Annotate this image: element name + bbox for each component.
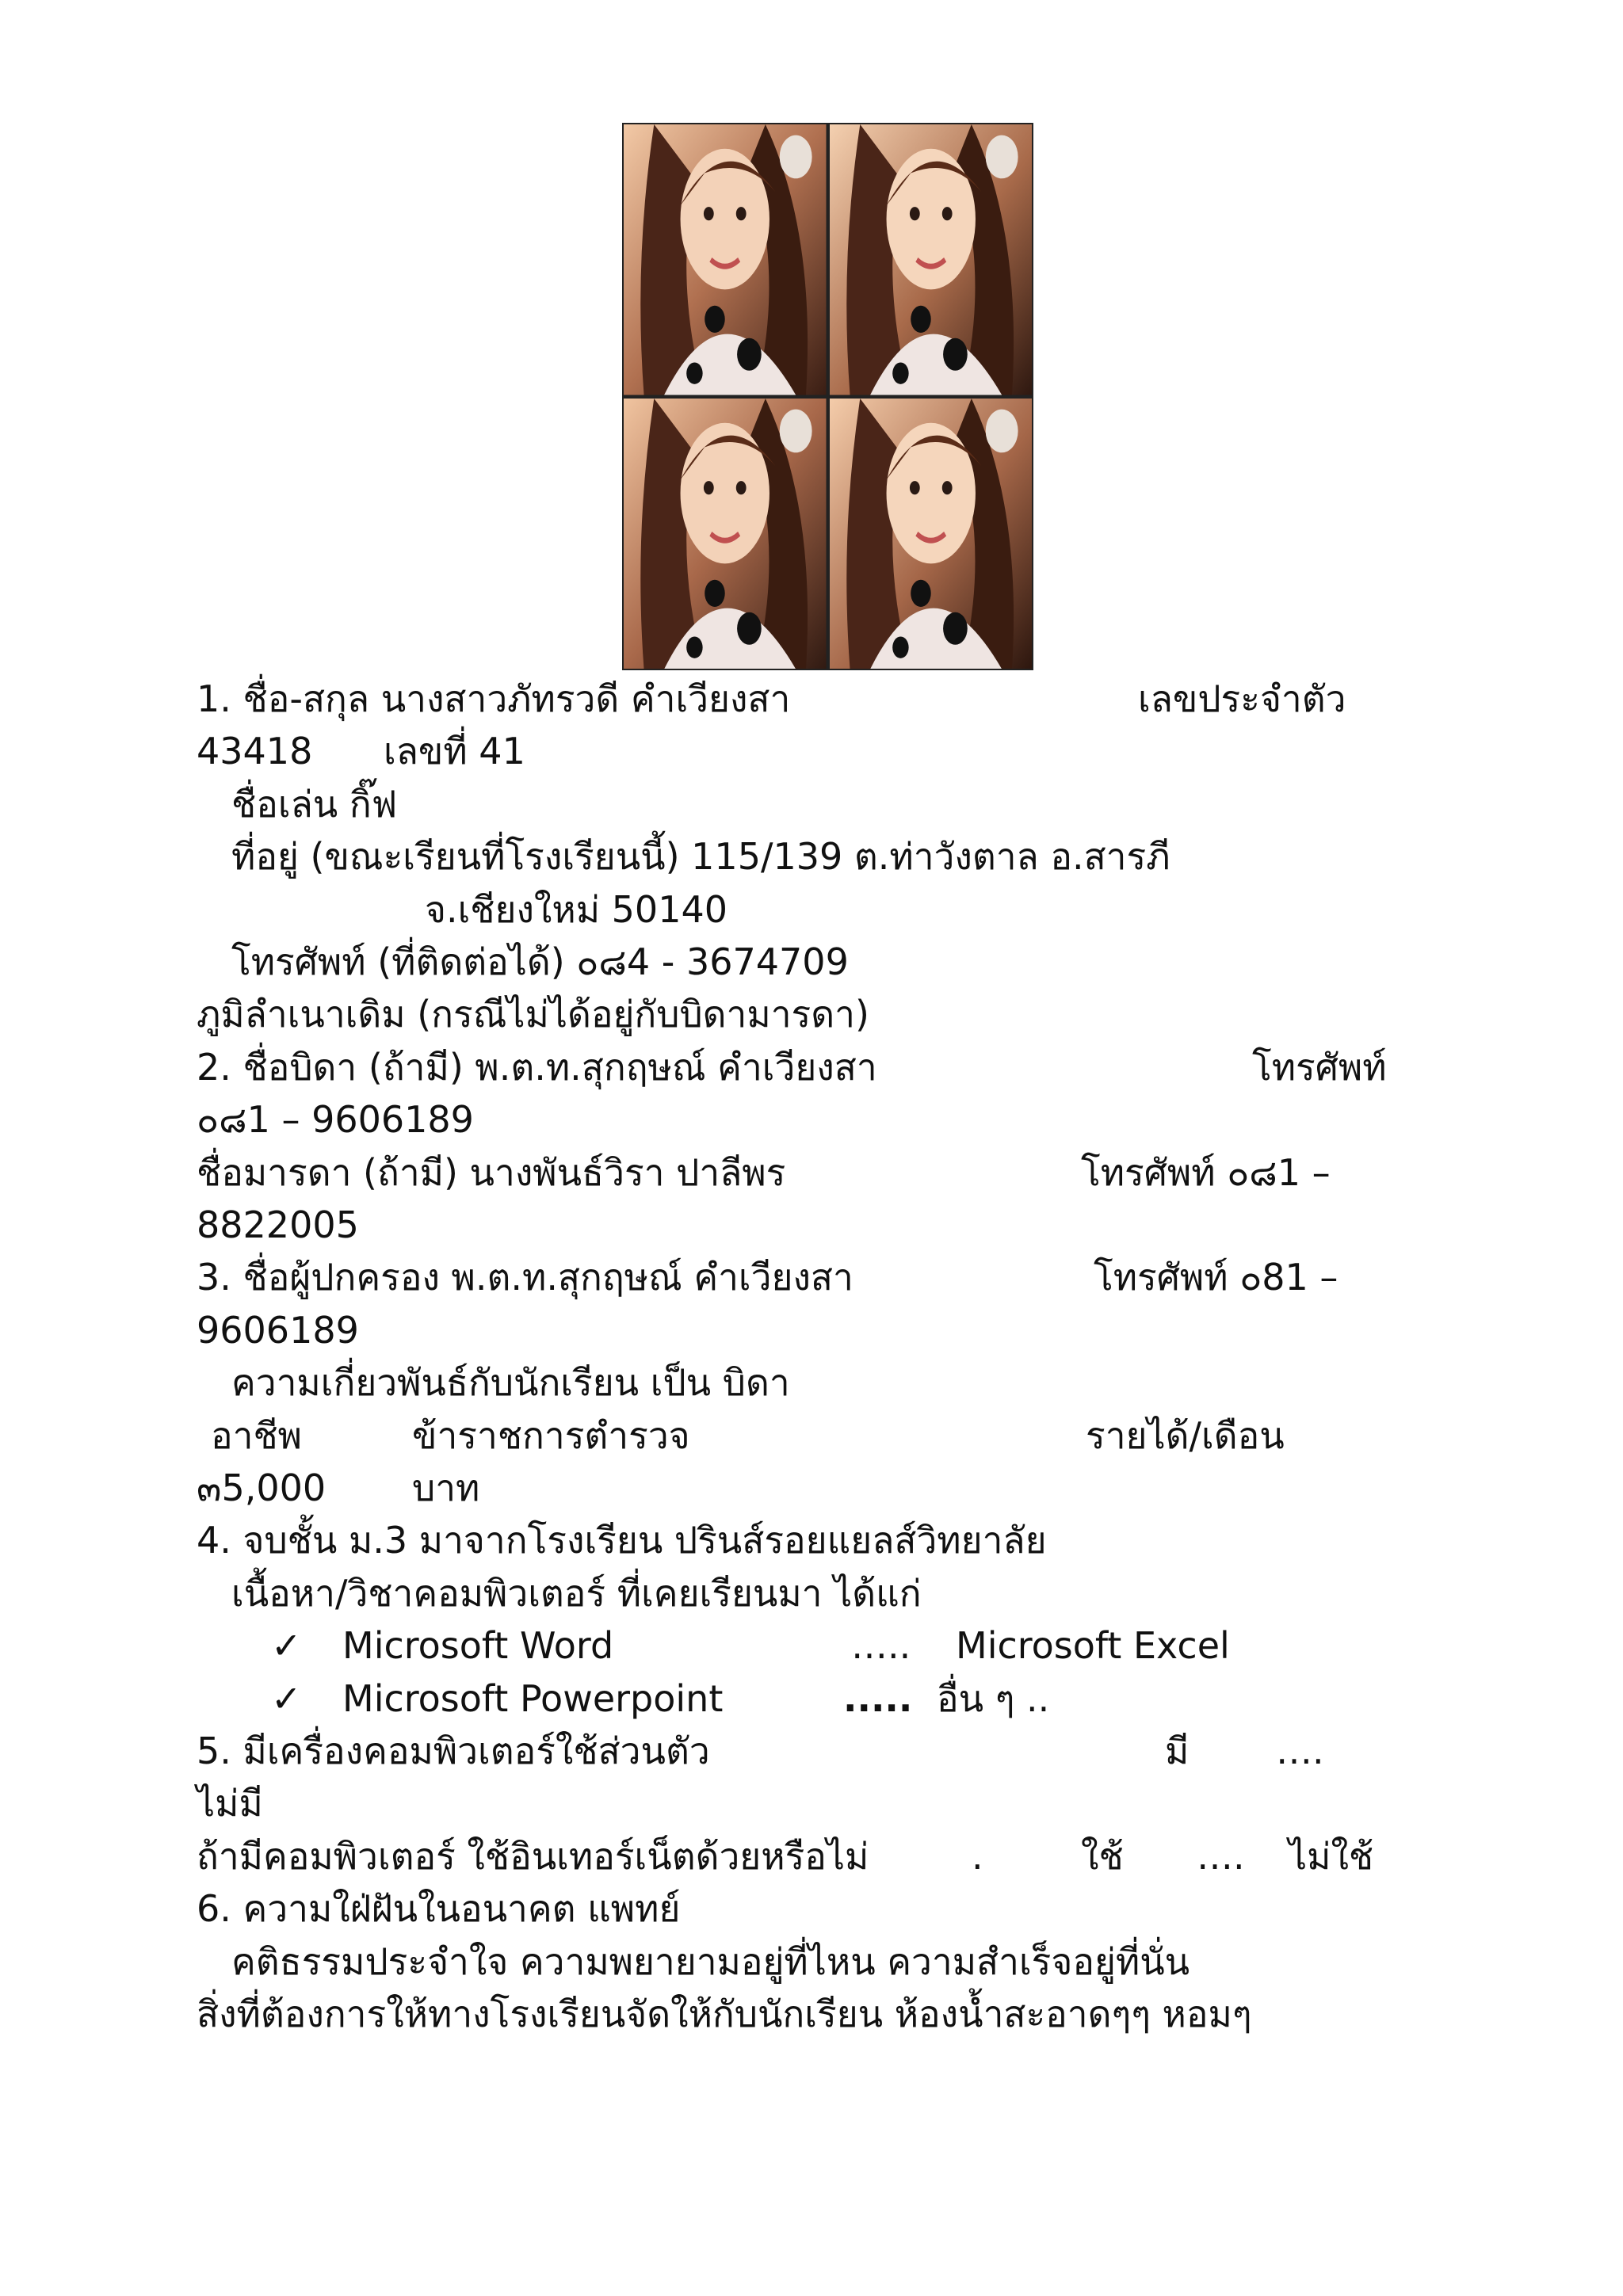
guardian-name-line: 3. ชื่อผู้ปกครอง พ.ต.ท.สุกฤษณ์ คำเวียงสา — [197, 1256, 854, 1299]
own-computer-no: ไม่มี — [197, 1782, 263, 1825]
subject-excel-mark: ….. — [851, 1624, 911, 1667]
subject-word: Microsoft Word — [342, 1624, 614, 1667]
student-photo-4 — [830, 399, 1033, 669]
internet-use-line: ถ้ามีคอมพิวเตอร์ ใช้อินเทอร์เน็ตด้วยหรือไม่ — [197, 1835, 869, 1878]
internet-no: ไม่ใช้ — [1289, 1835, 1374, 1878]
check-icon: ✓ — [271, 1677, 302, 1720]
student-photo-2 — [830, 124, 1033, 395]
guardian-phone-value: 9606189 — [197, 1309, 359, 1352]
previous-school-line: 4. จบชั้น ม.3 มาจากโรงเรียน ปรินส์รอยแยลส์วิทยาลัย — [197, 1519, 1047, 1562]
subject-excel: Microsoft Excel — [956, 1624, 1230, 1667]
occupation-value: ข้าราชการตำรวจ — [412, 1414, 690, 1457]
father-phone-value: ๐๘1 – 9606189 — [197, 1098, 474, 1141]
address-line: ที่อยู่ (ขณะเรียนที่โรงเรียนนี้) 115/139 ต.ท่าวังตาล อ.สารภี — [231, 835, 1170, 878]
relationship-line: ความเกี่ยวพันธ์กับนักเรียน เป็น บิดา — [231, 1361, 790, 1404]
mother-phone-label: โทรศัพท์ ๐๘1 – — [1081, 1151, 1331, 1194]
internet-yes: ใช้ — [1081, 1835, 1124, 1878]
hometown-line: ภูมิลำเนาเดิม (กรณีไม่ได้อยู่กับบิดามารดา) — [197, 993, 869, 1035]
class-number: เลขที่ 41 — [384, 730, 525, 772]
mother-phone-value: 8822005 — [197, 1203, 359, 1246]
phone-line: โทรศัพท์ (ที่ติดต่อได้) ๐๘4 - 3674709 — [231, 940, 849, 983]
own-computer-no-mark: …. — [1276, 1730, 1324, 1772]
subject-powerpoint: Microsoft Powerpoint — [342, 1677, 724, 1720]
income-label: รายได้/เดือน — [1086, 1414, 1285, 1457]
mother-name-line: ชื่อมารดา (ถ้ามี) นางพันธ์วิรา ปาลีพร — [197, 1151, 786, 1194]
motto-line: คติธรรมประจำใจ ความพยายามอยู่ที่ไหน ความสำเร็จอยู่ที่นั่น — [231, 1940, 1190, 1983]
name-line: 1. ชื่อ-สกุล นางสาวภัทรวดี คำเวียงสา — [197, 677, 791, 720]
internet-no-mark: …. — [1197, 1835, 1245, 1878]
internet-yes-mark: . — [972, 1835, 983, 1878]
student-id-value: 43418 — [197, 730, 313, 772]
own-computer-yes: มี — [1165, 1730, 1190, 1772]
guardian-phone-label: โทรศัพท์ ๐81 – — [1094, 1256, 1338, 1299]
occupation-label: อาชีพ — [211, 1414, 302, 1457]
own-computer-line: 5. มีเครื่องคอมพิวเตอร์ใช้ส่วนตัว — [197, 1730, 710, 1772]
future-dream-line: 6. ความใฝ่ฝันในอนาคต แพทย์ — [197, 1887, 681, 1930]
check-icon: ✓ — [271, 1624, 302, 1667]
nickname-line: ชื่อเล่น กิ๊ฟ — [231, 783, 398, 826]
subject-other: อื่น ๆ .. — [937, 1677, 1050, 1720]
father-phone-label: โทรศัพท์ — [1252, 1046, 1387, 1089]
student-photo-3 — [624, 399, 827, 669]
income-value: ๓5,000 — [197, 1466, 327, 1509]
computer-subjects-line: เนื้อหา/วิชาคอมพิวเตอร์ ที่เคยเรียนมา ได้แก่ — [231, 1572, 922, 1615]
income-unit: บาท — [412, 1466, 480, 1509]
photo-collage — [622, 123, 1033, 670]
address-province: จ.เชียงใหม่ 50140 — [425, 888, 727, 931]
student-photo-1 — [624, 124, 827, 395]
father-name-line: 2. ชื่อบิดา (ถ้ามี) พ.ต.ท.สุกฤษณ์ คำเวียงสา — [197, 1046, 877, 1089]
school-request-line: สิ่งที่ต้องการให้ทางโรงเรียนจัดให้กับนักเรียน ห้องน้ำสะอาดๆๆ หอมๆ — [197, 1993, 1252, 2035]
subject-other-mark: ..... — [843, 1677, 913, 1720]
student-id-label: เลขประจำตัว — [1138, 677, 1346, 720]
